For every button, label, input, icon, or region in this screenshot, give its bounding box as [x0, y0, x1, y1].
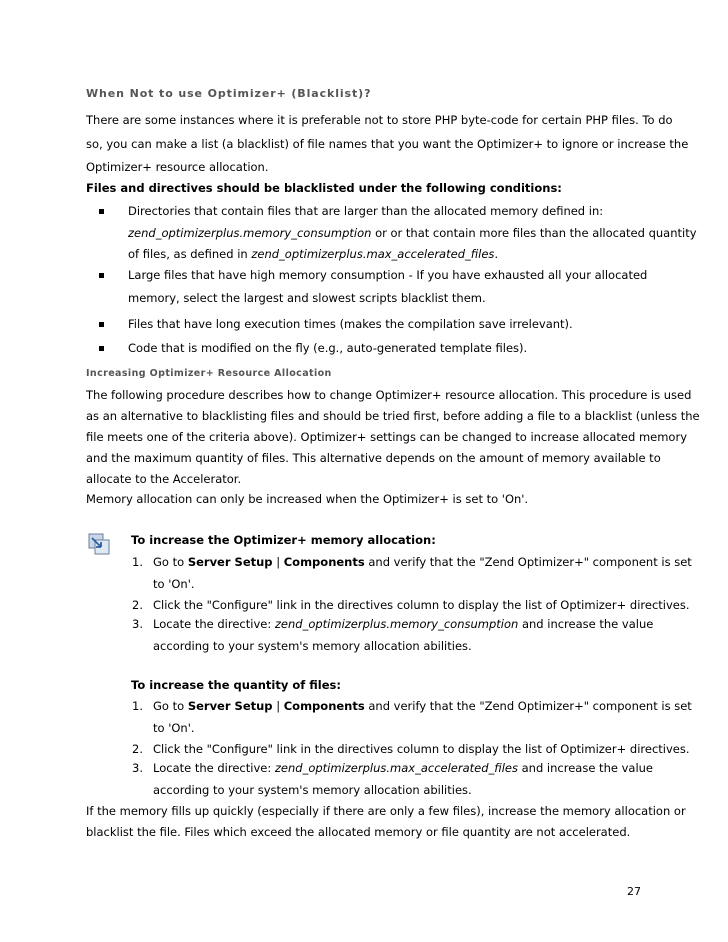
conditions-heading: Files and directives should be blacklisted under the following conditions: [86, 181, 562, 195]
procedure-1-step-1-number: 1. [132, 555, 143, 569]
bullet-icon [99, 273, 104, 278]
bullet-1-line-1: Directories that contain files that are larger than the allocated memory defined in: [128, 204, 604, 218]
procedure-2-step-3-number: 3. [132, 761, 143, 775]
section2-line-5: allocate to the Accelerator. [86, 472, 242, 486]
memory-note: Memory allocation can only be increased when the Optimizer+ is set to 'On'. [86, 492, 529, 506]
bullet-2-line-1: Large files that have high memory consumption - If you have exhausted all your allocated [128, 268, 648, 282]
bullet-3-line-1: Files that have long execution times (makes the compilation save irrelevant). [128, 317, 573, 331]
closing-line-1: If the memory fills up quickly (especially if there are only a few files), increase the memory allocation or [86, 804, 686, 818]
section-heading-blacklist: When Not to use Optimizer+ (Blacklist)? [86, 87, 372, 100]
section2-line-1: The following procedure describes how to change Optimizer+ resource allocation. This procedure is used [86, 388, 692, 402]
bullet-icon [99, 209, 104, 214]
procedure-2-step-1-number: 1. [132, 699, 143, 713]
procedure-1-step-2: Click the "Configure" link in the directives column to display the list of Optimizer+ directives. [153, 598, 690, 612]
bullet-icon [99, 322, 104, 327]
procedure-2-step-3: Locate the directive: zend_optimizerplus.max_accelerated_files and increase the value [153, 761, 653, 775]
procedure-2-title: To increase the quantity of files: [131, 678, 341, 692]
procedure-1-step-3-cont: according to your system's memory allocation abilities. [153, 639, 472, 653]
procedure-2-step-2: Click the "Configure" link in the directives column to display the list of Optimizer+ directives. [153, 742, 690, 756]
section2-line-3: file meets one of the criteria above). Optimizer+ settings can be changed to increase allocated memory [86, 430, 687, 444]
procedure-1-step-2-number: 2. [132, 598, 143, 612]
procedure-icon [87, 532, 111, 556]
page-number: 27 [627, 885, 641, 898]
intro-line-2: so, you can make a list (a blacklist) of file names that you want the Optimizer+ to ignore or increase the [86, 137, 689, 151]
bullet-icon [99, 346, 104, 351]
procedure-2-step-1: Go to Server Setup | Components and verify that the "Zend Optimizer+" component is set [153, 699, 692, 713]
section-heading-resource-allocation: Increasing Optimizer+ Resource Allocation [86, 368, 332, 379]
bullet-1-line-3: of files, as defined in zend_optimizerplus.max_accelerated_files. [128, 247, 499, 261]
procedure-2-step-1-cont: to 'On'. [153, 721, 195, 735]
intro-line-1: There are some instances where it is preferable not to store PHP byte-code for certain PHP files. To do [86, 113, 673, 127]
section2-line-4: and the maximum quantity of files. This alternative depends on the amount of memory available to [86, 451, 661, 465]
bullet-1-line-2: zend_optimizerplus.memory_consumption or or that contain more files than the allocated quantity [128, 226, 697, 240]
section2-line-2: as an alternative to blacklisting files and should be tried first, before adding a file to a blacklist (unless the [86, 409, 700, 423]
procedure-2-step-3-cont: according to your system's memory allocation abilities. [153, 783, 472, 797]
closing-line-2: blacklist the file. Files which exceed the allocated memory or file quantity are not accelerated. [86, 825, 631, 839]
procedure-1-step-1-cont: to 'On'. [153, 577, 195, 591]
procedure-1-title: To increase the Optimizer+ memory allocation: [131, 533, 436, 547]
procedure-1-step-3-number: 3. [132, 617, 143, 631]
bullet-4-line-1: Code that is modified on the fly (e.g., auto-generated template files). [128, 341, 528, 355]
procedure-2-step-2-number: 2. [132, 742, 143, 756]
procedure-1-step-1: Go to Server Setup | Components and verify that the "Zend Optimizer+" component is set [153, 555, 692, 569]
bullet-2-line-2: memory, select the largest and slowest scripts blacklist them. [128, 291, 486, 305]
procedure-1-step-3: Locate the directive: zend_optimizerplus.memory_consumption and increase the value [153, 617, 654, 631]
intro-line-3: Optimizer+ resource allocation. [86, 160, 269, 174]
